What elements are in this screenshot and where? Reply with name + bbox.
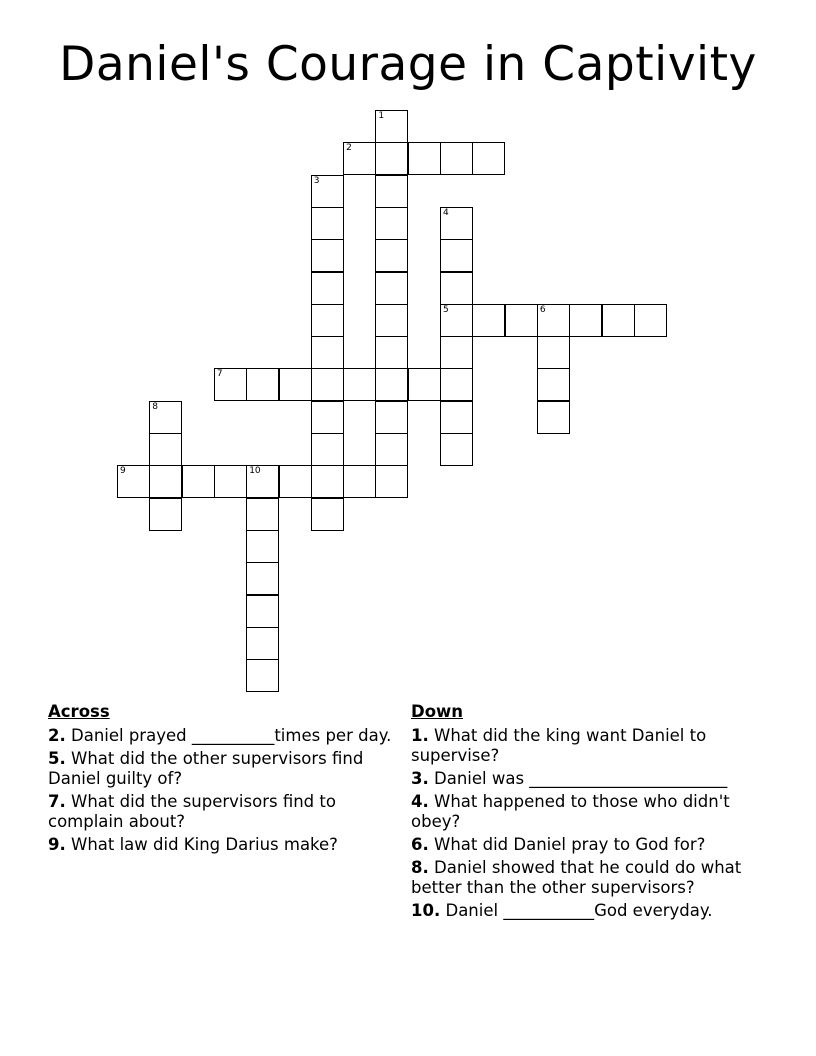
crossword-cell[interactable]	[182, 465, 215, 498]
crossword-cell[interactable]	[311, 433, 344, 466]
down-clue	[411, 726, 781, 766]
cell-number: 4	[443, 207, 449, 218]
across-clue	[48, 749, 393, 789]
crossword-cell[interactable]	[375, 304, 408, 337]
crossword-cell[interactable]	[537, 304, 570, 337]
clue-number: 9.	[48, 835, 66, 854]
crossword-cell[interactable]	[214, 368, 247, 401]
crossword-cell[interactable]	[375, 433, 408, 466]
crossword-cell[interactable]	[246, 530, 279, 563]
crossword-cell[interactable]	[279, 368, 312, 401]
crossword-cell[interactable]	[440, 272, 473, 305]
crossword-cell[interactable]	[311, 401, 344, 434]
crossword-cell[interactable]	[408, 368, 441, 401]
crossword-cell[interactable]	[149, 465, 182, 498]
crossword-cell[interactable]	[343, 142, 376, 175]
down-heading: Down	[411, 702, 464, 721]
clue-text: Daniel prayed __________times per day.	[71, 726, 392, 745]
crossword-cell[interactable]	[375, 142, 408, 175]
crossword-cell[interactable]	[246, 595, 279, 628]
crossword-cell[interactable]	[440, 401, 473, 434]
down-clue	[411, 901, 781, 921]
crossword-cell[interactable]	[311, 368, 344, 401]
crossword-cell[interactable]	[246, 659, 279, 692]
across-clue	[48, 726, 393, 746]
crossword-cell[interactable]	[602, 304, 635, 337]
clue-text: What happened to those who didn't obey?	[411, 792, 730, 831]
crossword-cell[interactable]	[472, 142, 505, 175]
crossword-cell[interactable]	[440, 433, 473, 466]
cell-number: 6	[539, 304, 546, 315]
crossword-cell[interactable]	[311, 272, 344, 305]
clue-number: 7.	[48, 792, 66, 811]
crossword-cell[interactable]	[634, 304, 667, 337]
crossword-cell[interactable]	[375, 239, 408, 272]
crossword-cell[interactable]	[375, 110, 408, 143]
page-title: Daniel's Courage in Captivity	[59, 37, 757, 92]
clue-number: 5.	[48, 749, 66, 768]
crossword-cell[interactable]	[311, 465, 344, 498]
clue-number: 4.	[411, 792, 429, 811]
crossword-cell[interactable]	[311, 207, 344, 240]
crossword-cell[interactable]	[375, 465, 408, 498]
cell-number: 5	[443, 304, 449, 315]
clue-number: 6.	[411, 835, 429, 854]
crossword-cell[interactable]	[375, 175, 408, 208]
cell-number: 2	[346, 143, 352, 154]
clue-text: What did the other supervisors find Daniel guilty of?	[48, 749, 364, 788]
across-clues	[48, 702, 393, 858]
cell-number: 1	[378, 111, 385, 121]
crossword-cell[interactable]	[246, 465, 279, 498]
crossword-cell[interactable]	[311, 304, 344, 337]
crossword-cell[interactable]	[537, 368, 570, 401]
cell-number: 8	[152, 401, 159, 412]
clue-text: What did Daniel pray to God for?	[434, 835, 706, 854]
crossword-cell[interactable]	[375, 272, 408, 305]
crossword-cell[interactable]	[440, 142, 473, 175]
crossword-cell[interactable]	[569, 304, 602, 337]
clue-text: Daniel was ________________________	[434, 769, 728, 788]
crossword-cell[interactable]	[375, 207, 408, 240]
crossword-cell[interactable]	[537, 401, 570, 434]
down-clue	[411, 858, 781, 898]
across-clue	[48, 835, 393, 855]
crossword-cell[interactable]	[537, 336, 570, 369]
crossword-cell[interactable]	[408, 142, 441, 175]
crossword-cell[interactable]	[440, 368, 473, 401]
down-clue	[411, 835, 781, 855]
down-clue	[411, 792, 781, 832]
down-clues	[411, 702, 781, 924]
crossword-cell[interactable]	[440, 336, 473, 369]
crossword-cell[interactable]	[375, 368, 408, 401]
crossword-cell[interactable]	[343, 368, 376, 401]
crossword-cell[interactable]	[117, 465, 150, 498]
crossword-cell[interactable]	[505, 304, 538, 337]
crossword-cell[interactable]	[311, 336, 344, 369]
clue-text: What did the supervisors find to complain about?	[48, 792, 336, 831]
crossword-cell[interactable]	[343, 465, 376, 498]
crossword-cell[interactable]	[246, 498, 279, 531]
clue-number: 8.	[411, 858, 429, 877]
crossword-cell[interactable]	[246, 368, 279, 401]
crossword-cell[interactable]	[246, 562, 279, 595]
clue-number: 10.	[411, 901, 441, 920]
crossword-cell[interactable]	[149, 433, 182, 466]
crossword-cell[interactable]	[246, 627, 279, 660]
crossword-cell[interactable]	[472, 304, 505, 337]
clue-text: Daniel showed that he could do what better than the other supervisors?	[411, 858, 742, 897]
clue-number: 2.	[48, 726, 66, 745]
crossword-cell[interactable]	[214, 465, 247, 498]
across-clue	[48, 792, 393, 832]
clue-text: What did the king want Daniel to supervise?	[411, 726, 707, 765]
down-clue	[411, 769, 781, 789]
crossword-cell[interactable]	[440, 304, 473, 337]
clue-number: 1.	[411, 726, 429, 745]
cell-number: 7	[216, 369, 223, 380]
cell-number: 3	[313, 175, 320, 186]
clue-text: Daniel ___________God everyday.	[445, 901, 713, 920]
crossword-cell[interactable]	[149, 401, 182, 434]
crossword-cell[interactable]	[311, 498, 344, 531]
cell-number: 9	[120, 466, 126, 477]
crossword-cell[interactable]	[311, 175, 344, 208]
cell-number: 10	[249, 466, 261, 477]
across-heading: Across	[48, 702, 110, 721]
crossword-cell[interactable]	[279, 465, 312, 498]
crossword-cell[interactable]	[440, 207, 473, 240]
crossword-cell[interactable]	[440, 239, 473, 272]
clue-text: What law did King Darius make?	[71, 835, 338, 854]
clue-number: 3.	[411, 769, 429, 788]
crossword-cell[interactable]	[149, 498, 182, 531]
crossword-cell[interactable]	[375, 336, 408, 369]
crossword-cell[interactable]	[375, 401, 408, 434]
crossword-cell[interactable]	[311, 239, 344, 272]
